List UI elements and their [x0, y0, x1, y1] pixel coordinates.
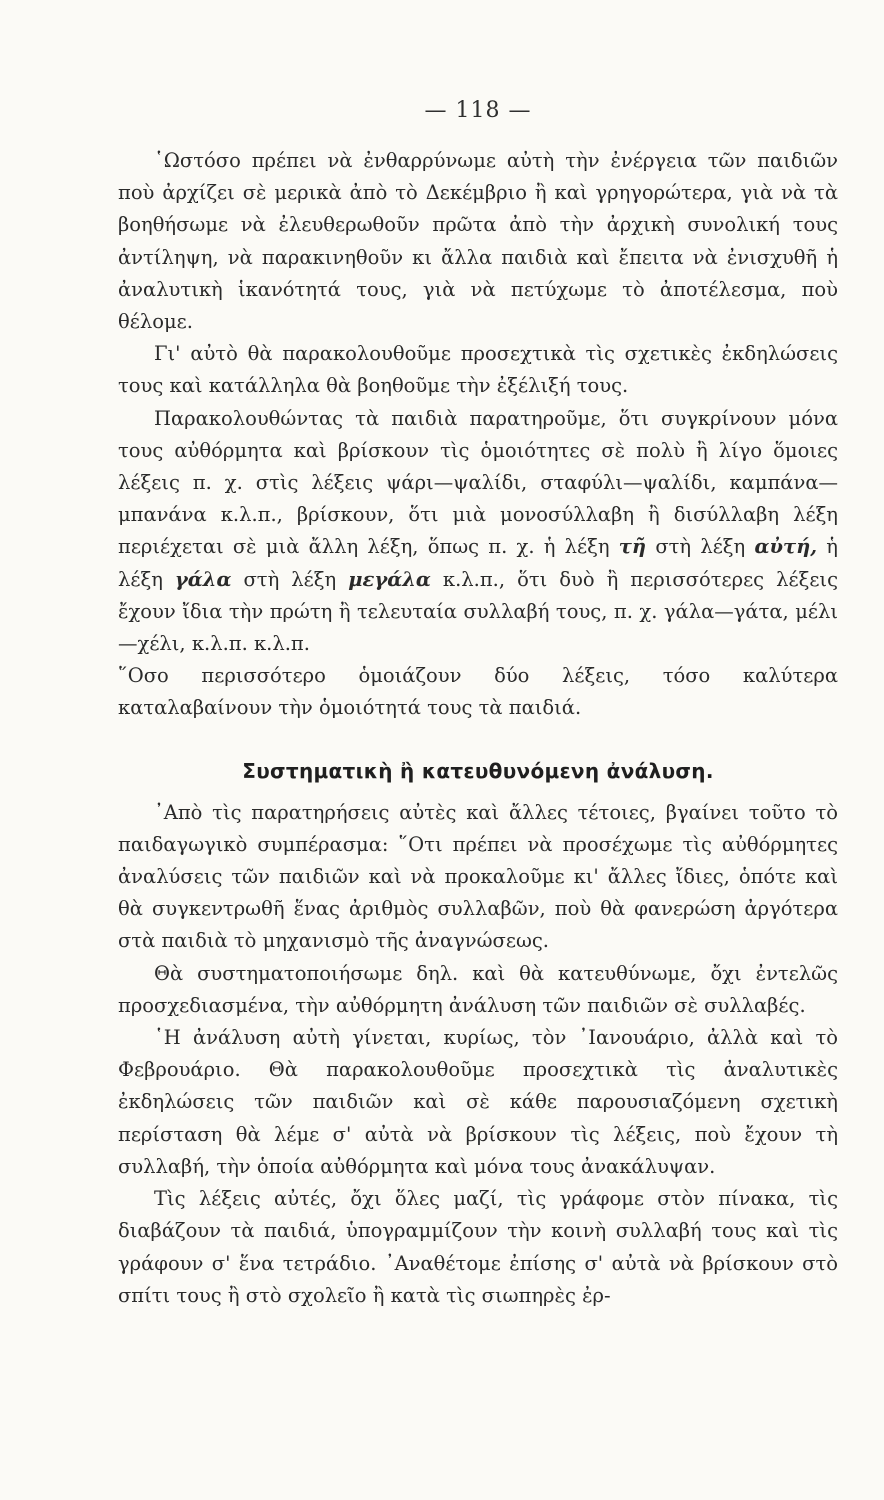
emphasized-word: μεγάλα: [348, 567, 431, 591]
paragraph-conclusion: ᾽Απὸ τὶς παρατηρήσεις αὐτὲς καὶ ἄλλες τέτοιες, βγαίνει τοῦτο τὸ παιδαγωγικὸ συμπέρασμα: ῞Οτι πρέπει νὰ προσέχωμε τὶς αὐθόρμητες ἀναλύσεις τῶν παιδιῶν καὶ νὰ προκαλοῦμε κι' ἄλλες ἴδιες, ὁπότε καὶ θὰ συγκεντρωθῆ ἕνας ἀριθμὸς συλλαβῶν, ποὺ θὰ φανερώση ἀργότερα στὰ παιδιὰ τὸ μηχανισμὸ τῆς ἀναγνώσεως.: [118, 800, 838, 953]
text-run: κ.λ.π., ὅτι δυὸ ἢ περισσότερες λέξεις ἔχουν ἴδια τὴν πρώτη ἢ τελευταία συλλαβή τους, π. χ. γάλα—γάτα, μέλι—χέλι, κ.λ.π. κ.λ.π.: [118, 567, 838, 656]
text-run: στὴ λέξη: [646, 535, 755, 559]
paragraph-similarity: ῞Οσο περισσότερο ὁμοιάζουν δύο λέξεις, τόσο καλύτερα καταλαβαίνουν τὴν ὁμοιότητά τους τὰ παιδιά.: [118, 664, 838, 720]
text-run: στὴ λέξη: [231, 567, 349, 591]
text-run: Παρακολουθώντας τὰ παιδιὰ παρατηροῦμε, ὅτι συγκρίνουν μόνα τους αὐθόρμητα καὶ βρίσκουν τὶς ὁμοιότητες σὲ πολὺ ἢ λίγο ὅμοιες λέξεις π. χ. στὶς λέξεις ψάρι—ψαλίδι, σταφύλι—ψαλίδι, καμπάνα—μπανάνα κ.λ.π., βρίσκουν, ὅτι μιὰ μονοσύλλαβη ἢ δισύλλαβη λέξη περιέχεται σὲ μιὰ ἄλλη λέξη, ὅπως π. χ. ἡ λέξη: [118, 406, 838, 559]
paragraph-encourage: ῾Ωστόσο πρέπει νὰ ἐνθαρρύνωμε αὐτὴ τὴν ἐνέργεια τῶν παιδιῶν ποὺ ἀρχίζει σὲ μερικὰ ἀπὸ τὸ Δεκέμβριο ἢ καὶ γρηγορώτερα, γιὰ νὰ τὰ βοηθήσωμε νὰ ἐλευθερωθοῦν πρῶτα ἀπὸ τὴν ἀρχικὴ συνολική τους ἀντίληψη, νὰ παρακινηθοῦν κι ἄλλα παιδιὰ καὶ ἔπειτα νὰ ἐνισχυθῆ ἡ ἀναλυτικὴ ἱκανότητά τους, γιὰ νὰ πετύχωμε τὸ ἀποτέλεσμα, ποὺ θέλομε.: [118, 149, 838, 334]
paragraph-january-analysis: ῾Η ἀνάλυση αὐτὴ γίνεται, κυρίως, τὸν ᾽Ιανουάριο, ἀλλὰ καὶ τὸ Φεβρουάριο. Θὰ παρακολουθοῦμε προσεχτικὰ τὶς ἀναλυτικὲς ἐκδηλώσεις τῶν παιδιῶν καὶ σὲ κάθε παρουσιαζόμενη σχετικὴ περίσταση θὰ λέμε σ' αὐτὰ νὰ βρίσκουν τὶς λέξεις, ποὺ ἔχουν τὴ συλλαβή, τὴν ὁποία αὐθόρμητα καὶ μόνα τους ἀνακάλυψαν.: [118, 1026, 838, 1178]
text-run: ἡ λέξη: [118, 535, 838, 591]
page-number: — 118 —: [424, 98, 532, 123]
emphasized-word: γάλα: [174, 567, 232, 591]
emphasized-word: τῆ: [618, 535, 647, 559]
book-page: [118, 98, 838, 1312]
paragraph-word-comparison: [118, 403, 838, 661]
paragraph-systematize: Θὰ συστηματοποιήσωμε δηλ. καὶ θὰ κατευθύνωμε, ὄχι ἐντελῶς προσχεδιασμένα, τὴν αὐθόρμητη ἀνάλυση τῶν παιδιῶν σὲ συλλαβές.: [118, 961, 838, 1017]
emphasized-word: αὐτή,: [754, 535, 818, 559]
paragraph-board-words: Τὶς λέξεις αὐτές, ὄχι ὅλες μαζί, τὶς γράφομε στὸν πίνακα, τὶς διαβάζουν τὰ παιδιά, ὑπογραμμίζουν τὴν κοινὴ συλλαβή τους καὶ τὶς γράφουν σ' ἕνα τετράδιο. ᾽Αναθέτομε ἐπίσης σ' αὐτὰ νὰ βρίσκουν στὸ σπίτι τους ἢ στὸ σχολεῖο ἢ κατὰ τὶς σιωπηρὲς ἐρ-: [118, 1187, 838, 1307]
section-heading: Συστηματικὴ ἢ κατευθυνόμενη ἀνάλυση.: [242, 758, 714, 783]
paragraph-observe-expressions: Γι' αὐτὸ θὰ παρακολουθοῦμε προσεχτικὰ τὶς σχετικὲς ἐκδηλώσεις τους καὶ κατάλληλα θὰ βοηθοῦμε τὴν ἐξέλιξή τους.: [118, 342, 838, 398]
